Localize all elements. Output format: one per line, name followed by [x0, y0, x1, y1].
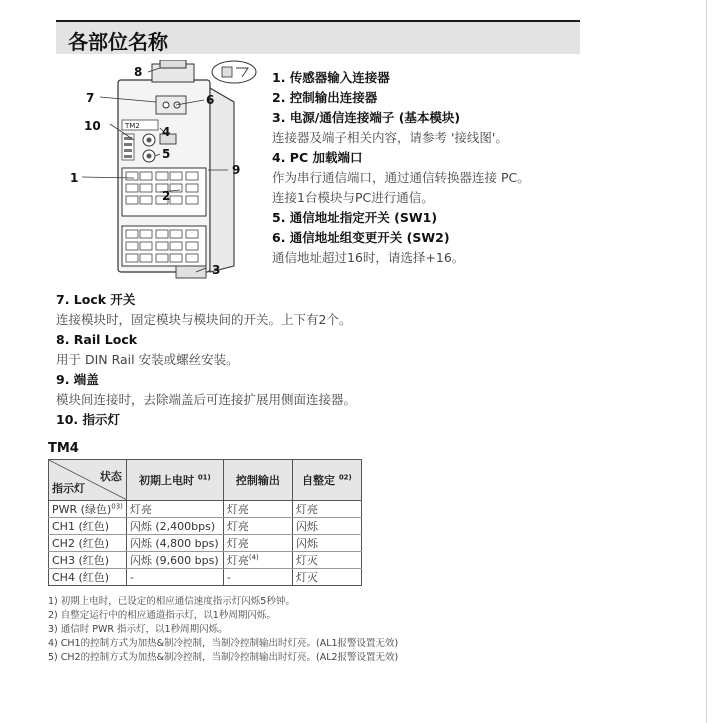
- part-7-label: 7. Lock 开关: [56, 292, 136, 307]
- cell-autotune: 闪烁: [292, 535, 361, 552]
- table-row: [49, 535, 362, 552]
- part-8-label: 8. Rail Lock: [56, 332, 138, 347]
- part-9-desc: 模块间连接时，去除端盖后可连接扩展用侧面连接器。: [56, 392, 357, 407]
- part-4-desc-2: 连接1台模块与PC进行通信。: [272, 190, 434, 205]
- section-title: 各部位名称: [68, 30, 168, 54]
- part-8-desc: 用于 DIN Rail 安装或螺丝安装。: [56, 352, 239, 367]
- callout-8: 8: [134, 65, 143, 79]
- footnote-1: 1) 初期上电时，已设定的相应通信速度指示灯闪烁5秒钟。: [48, 596, 295, 607]
- part-7-desc: 连接模块时，固定模块与模块间的开关。上下有2个。: [56, 312, 352, 327]
- cell-autotune: 灯灭: [292, 552, 361, 569]
- cell-autotune: 灯亮: [292, 501, 361, 518]
- cell-autotune: 闪烁: [292, 518, 361, 535]
- parts-list-lower: [56, 290, 476, 430]
- callout-7: 7: [86, 91, 95, 105]
- callout-1: 1: [70, 171, 79, 185]
- part-6-label: 6. 通信地址组变更开关 (SW2): [272, 230, 450, 245]
- footnote-3: 3) 通信时 PWR 指示灯，以1秒周期闪烁。: [48, 624, 228, 635]
- part-6-desc: 通信地址超过16时，请选择+16。: [272, 250, 465, 265]
- cell-control-output: 灯亮: [223, 535, 292, 552]
- footnote-4: 4) CH1的控制方式为加热&制冷控制，当制冷控制输出时灯亮。(AL1报警设置无效): [48, 638, 399, 649]
- part-10-label: 10. 指示灯: [56, 412, 120, 427]
- callout-4: 4: [162, 125, 171, 139]
- cell-power-on: 灯亮: [126, 501, 223, 518]
- table-corner-header: [49, 460, 127, 501]
- table-row: [49, 518, 362, 535]
- part-3-desc: 连接器及端子相关内容，请参考 '接线图'。: [272, 130, 508, 145]
- led-name: CH2 (红色): [49, 535, 127, 552]
- cell-power-on: 闪烁 (9,600 bps): [126, 552, 223, 569]
- callout-6: 6: [206, 93, 215, 107]
- part-3-label: 3. 电源/通信连接端子 (基本模块): [272, 110, 461, 125]
- part-5-label: 5. 通信地址指定开关 (SW1): [272, 210, 438, 225]
- part-4-label: 4. PC 加载端口: [272, 150, 363, 165]
- part-1-label: 1. 传感器输入连接器: [272, 70, 390, 85]
- cell-power-on: 闪烁 (4,800 bps): [126, 535, 223, 552]
- page-edge-rule: [706, 0, 707, 723]
- callout-5: 5: [162, 147, 171, 161]
- header-status: 状态: [99, 470, 122, 483]
- cell-power-on: 闪烁 (2,400bps): [126, 518, 223, 535]
- cell-control-output: 灯亮: [223, 518, 292, 535]
- callout-9: 9: [232, 163, 241, 177]
- cell-power-on: -: [126, 569, 223, 586]
- led-name: CH4 (红色): [49, 569, 127, 586]
- cell-control-output: -: [223, 569, 292, 586]
- footnotes: [48, 595, 398, 665]
- cell-autotune: 灯灭: [292, 569, 361, 586]
- led-name: PWR (绿色)$^{03)}$: [49, 501, 127, 518]
- indicator-table: [48, 459, 362, 586]
- table-title: TM4: [48, 441, 79, 456]
- led-name: CH3 (红色): [49, 552, 127, 569]
- table-row: [49, 501, 362, 518]
- footnote-2: 2) 自整定运行中的相应通道指示灯，以1秒周期闪烁。: [48, 610, 276, 621]
- parts-list-right: [272, 68, 572, 268]
- cell-control-output: 灯亮$^{(4)}$: [223, 552, 292, 569]
- module-diagram: [56, 60, 266, 285]
- part-4-desc-1: 作为串行通信端口，通过通信转换器连接 PC。: [272, 170, 530, 185]
- part-2-label: 2. 控制输出连接器: [272, 90, 378, 105]
- footnote-5: 5) CH2的控制方式为加热&制冷控制，当制冷控制输出时灯亮。(AL2报警设置无效): [48, 652, 399, 663]
- cell-control-output: 灯亮: [223, 501, 292, 518]
- column-header-control-output: 控制输出: [223, 460, 292, 501]
- callout-2: 2: [162, 189, 171, 203]
- header-indicator: 指示灯: [52, 482, 85, 495]
- table-row: [49, 569, 362, 586]
- column-header-autotune: 自整定 $^{02)}$: [292, 460, 361, 501]
- led-name: CH1 (红色): [49, 518, 127, 535]
- table-row: [49, 552, 362, 569]
- part-9-label: 9. 端盖: [56, 372, 99, 387]
- callout-10: 10: [84, 119, 101, 133]
- callout-3: 3: [212, 263, 221, 277]
- svg-text:TM2: TM2: [125, 122, 140, 130]
- column-header-power-on: 初期上电时 $^{01)}$: [126, 460, 223, 501]
